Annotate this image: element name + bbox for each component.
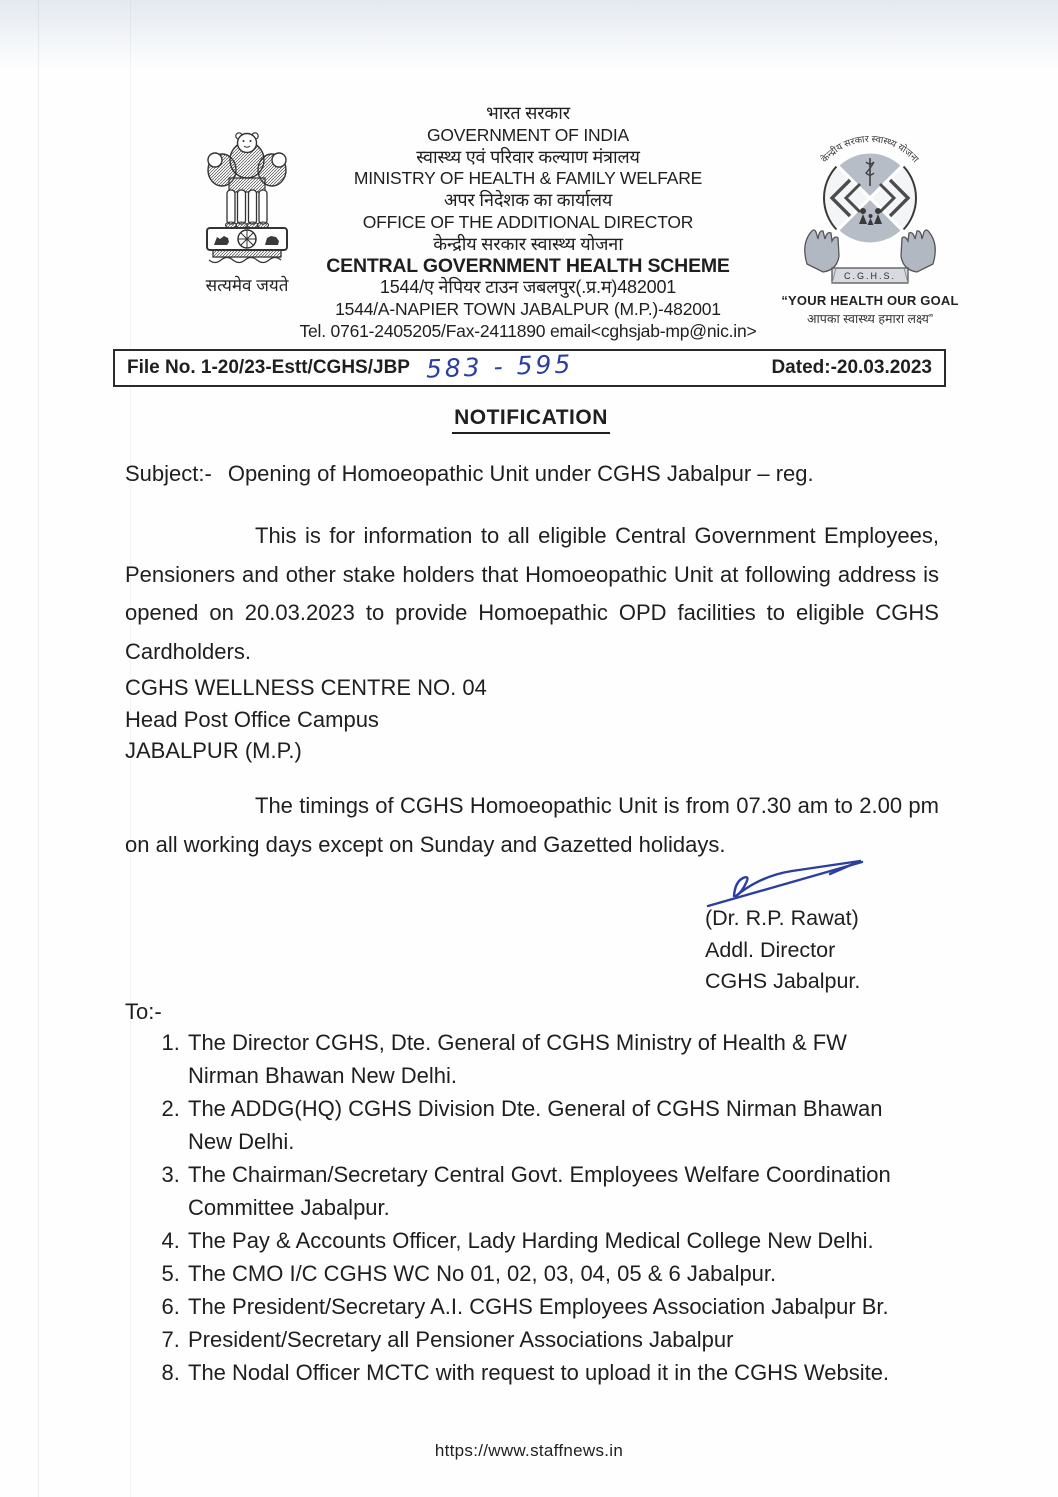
- wellness-centre-address: [125, 672, 487, 767]
- letterhead-address-english: 1544/A-NAPIER TOWN JABALPUR (M.P.)-482001: [335, 299, 721, 320]
- cghs-motto-english: “YOUR HEALTH OUR GOAL: [781, 293, 959, 308]
- signature-ink-icon: [700, 850, 880, 908]
- distribution-item: 4. The Pay & Accounts Officer, Lady Harding Medical College New Delhi.: [186, 1224, 910, 1257]
- letterhead-line: MINISTRY OF HEALTH & FAMILY WELFARE: [353, 168, 703, 189]
- letterhead-line: केन्द्रीय सरकार स्वास्थ्य योजना: [433, 233, 623, 254]
- cghs-logo-arc-text: केन्द्रीय सरकार स्वास्थ्य योजना: [819, 134, 921, 166]
- dated-label: Dated:-20.03.2023: [771, 357, 932, 378]
- distribution-label: To:-: [125, 999, 162, 1024]
- letterhead-contact-line: Tel. 0761-2405205/Fax-2411890 email<cghsjab-mp@nic.in>: [299, 320, 757, 341]
- handwritten-dispatch-number: 583 - 595: [425, 348, 574, 384]
- subject-line: [125, 461, 985, 487]
- cghs-motto-hindi: आपका स्वास्थ्य हमारा लक्ष्य”: [806, 312, 934, 326]
- subject-label: Subject:-: [125, 461, 212, 486]
- letterhead-address-hindi: 1544/ए नेपियर टाउन जबलपुर(.प्र.म)482001: [379, 277, 677, 298]
- distribution-item: 6. The President/Secretary A.I. CGHS Employees Association Jabalpur Br.: [186, 1290, 910, 1323]
- scan-tint-artifact: [0, 0, 1058, 70]
- notification-title-row: [125, 406, 937, 434]
- letterhead-line: OFFICE OF THE ADDITIONAL DIRECTOR: [362, 211, 694, 232]
- letterhead-line: स्वास्थ्य एवं परिवार कल्याण मंत्रालय: [416, 146, 640, 167]
- timings-paragraph: The timings of CGHS Homoeopathic Unit is from 07.30 am to 2.00 pm on all working days except on Sunday and Gazetted holidays.: [125, 793, 939, 857]
- letterhead-office-name: CENTRAL GOVERNMENT HEALTH SCHEME: [326, 254, 730, 277]
- signatory-designation: Addl. Director: [705, 937, 836, 962]
- distribution-item: 8. The Nodal Officer MCTC with request to upload it in the CGHS Website.: [186, 1356, 910, 1389]
- emblem-caption: सत्यमेव जयते: [205, 276, 289, 295]
- cghs-logo-banner-text: C.G.H.S.: [843, 271, 897, 281]
- subject-text: Opening of Homoeopathic Unit under CGHS Jabalpur – reg.: [227, 461, 814, 486]
- notification-title: NOTIFICATION: [452, 406, 610, 434]
- distribution-item: 7. President/Secretary all Pensioner Associations Jabalpur: [186, 1323, 910, 1356]
- letterhead-line: अपर निदेशक का कार्यालय: [443, 190, 613, 211]
- intro-paragraph: This is for information to all eligible Central Government Employees, Pensioners and other stake holders that Homoeopathic Unit at following address is opened on 20.03.2023 to provide Homoepathic OPD facilities to eligible CGHS Cardholders.: [125, 523, 939, 664]
- source-watermark-url: https://www.staffnews.in: [434, 1441, 624, 1460]
- scan-line-artifact: [38, 0, 39, 1497]
- distribution-item: 1. The Director CGHS, Dte. General of CGHS Ministry of Health & FW Nirman Bhawan New Delhi.: [186, 1026, 910, 1092]
- distribution-item: 5. The CMO I/C CGHS WC No 01, 02, 03, 04, 05 & 6 Jabalpur.: [186, 1257, 910, 1290]
- distribution-list: [152, 1026, 938, 1389]
- signatory-name: (Dr. R.P. Rawat): [705, 906, 859, 930]
- distribution-item: 2. The ADDG(HQ) CGHS Division Dte. General of CGHS Nirman Bhawan New Delhi.: [186, 1092, 910, 1158]
- file-number-box: [113, 349, 946, 387]
- letterhead: [248, 103, 808, 343]
- address-line: CGHS WELLNESS CENTRE NO. 04: [125, 675, 487, 700]
- address-line: Head Post Office Campus: [125, 706, 379, 732]
- letterhead-line: GOVERNMENT OF INDIA: [426, 124, 629, 145]
- address-line: JABALPUR (M.P.): [125, 738, 302, 763]
- cghs-logo-block: [780, 118, 960, 327]
- distribution-item: 3. The Chairman/Secretary Central Govt. Employees Welfare Coordination Committee Jabalpur.: [186, 1158, 910, 1224]
- signatory-block: [705, 903, 860, 998]
- cghs-logo-icon: [789, 118, 951, 286]
- file-number-label: File No. 1-20/23-Estt/CGHS/JBP: [127, 357, 410, 378]
- letterhead-line: भारत सरकार: [486, 103, 570, 123]
- signatory-office: CGHS Jabalpur.: [705, 969, 861, 993]
